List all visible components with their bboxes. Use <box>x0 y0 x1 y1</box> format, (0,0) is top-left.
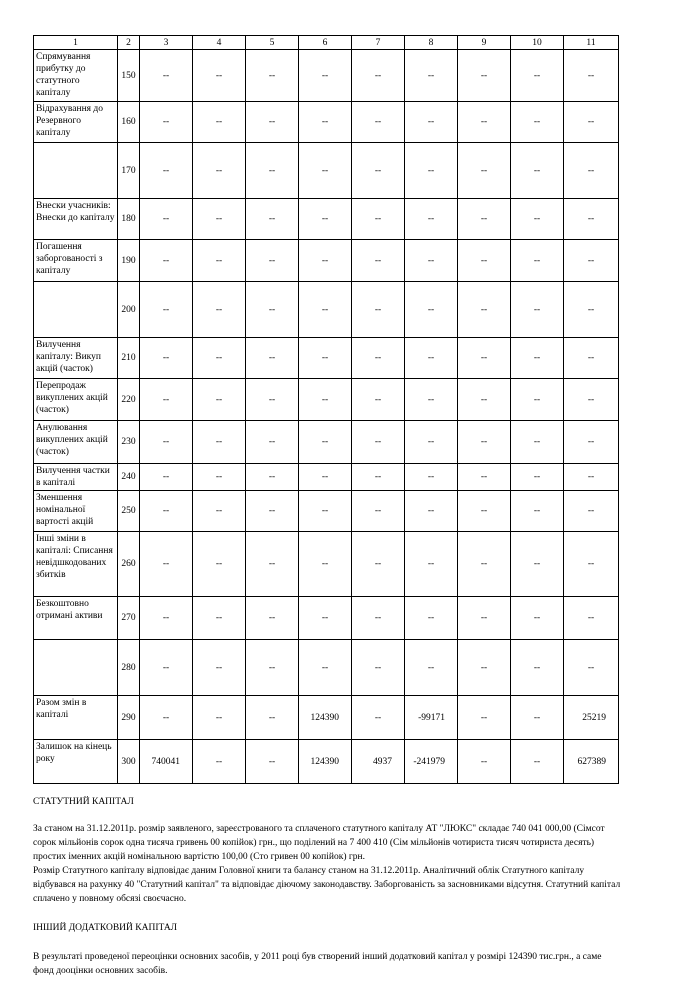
header-cell: 8 <box>405 36 458 50</box>
header-cell: 6 <box>299 36 352 50</box>
value-cell: -- <box>352 338 405 379</box>
value-cell: -- <box>140 640 193 696</box>
table-header-row <box>34 36 619 50</box>
value-cell: -- <box>299 532 352 597</box>
header-cell: 4 <box>193 36 246 50</box>
row-label: Вилучення капіталу: Викуп акцій (часток) <box>34 338 118 379</box>
value-cell: -- <box>458 464 511 491</box>
value-cell: -- <box>246 379 299 421</box>
value-cell: -- <box>458 338 511 379</box>
value-cell: -- <box>352 597 405 640</box>
row-code: 150 <box>118 50 140 102</box>
table-row <box>34 532 619 597</box>
value-cell: -- <box>405 491 458 532</box>
table-row <box>34 740 619 784</box>
row-label: Разом змін в капіталі <box>34 696 118 740</box>
value-cell: -- <box>352 464 405 491</box>
row-label: Безкоштовно отримані активи <box>34 597 118 640</box>
value-cell: -- <box>140 696 193 740</box>
value-cell: -- <box>405 464 458 491</box>
value-cell: -- <box>564 464 619 491</box>
value-cell: 124390 <box>299 740 352 784</box>
table-row <box>34 102 619 143</box>
value-cell: -- <box>246 740 299 784</box>
table-row <box>34 421 619 464</box>
value-cell: -- <box>405 240 458 282</box>
table-row <box>34 696 619 740</box>
value-cell: -- <box>193 640 246 696</box>
header-cell: 1 <box>34 36 118 50</box>
value-cell: -- <box>405 379 458 421</box>
value-cell: -- <box>564 491 619 532</box>
table-row <box>34 379 619 421</box>
value-cell: -- <box>193 421 246 464</box>
value-cell: -- <box>511 597 564 640</box>
row-code: 160 <box>118 102 140 143</box>
value-cell: -- <box>564 143 619 199</box>
value-cell: -- <box>193 491 246 532</box>
value-cell: -- <box>458 282 511 338</box>
table-row <box>34 597 619 640</box>
row-code: 230 <box>118 421 140 464</box>
statutory-capital-heading: СТАТУТНИЙ КАПІТАЛ <box>33 797 134 807</box>
value-cell: -- <box>458 379 511 421</box>
table-row <box>34 50 619 102</box>
value-cell: -- <box>405 50 458 102</box>
value-cell: -- <box>246 50 299 102</box>
value-cell: -- <box>352 102 405 143</box>
value-cell: -- <box>140 282 193 338</box>
row-label <box>34 143 118 199</box>
value-cell: -- <box>140 491 193 532</box>
value-cell: -- <box>511 199 564 240</box>
table-row <box>34 143 619 199</box>
value-cell: -- <box>352 199 405 240</box>
additional-capital-heading: ІНШИЙ ДОДАТКОВИЙ КАПІТАЛ <box>33 923 178 933</box>
value-cell: -- <box>458 50 511 102</box>
value-cell: -- <box>246 532 299 597</box>
row-code: 260 <box>118 532 140 597</box>
value-cell: -- <box>511 491 564 532</box>
value-cell: -- <box>564 240 619 282</box>
row-code: 180 <box>118 199 140 240</box>
value-cell: -- <box>458 491 511 532</box>
value-cell: -- <box>511 696 564 740</box>
row-label <box>34 640 118 696</box>
value-cell: -- <box>246 240 299 282</box>
value-cell: -241979 <box>405 740 458 784</box>
value-cell: -- <box>193 464 246 491</box>
value-cell: -- <box>352 50 405 102</box>
value-cell: -- <box>299 240 352 282</box>
value-cell: -- <box>352 143 405 199</box>
row-code: 190 <box>118 240 140 282</box>
value-cell: -- <box>511 740 564 784</box>
value-cell: -- <box>140 199 193 240</box>
row-label: Спрямування прибутку до статутного капіталу <box>34 50 118 102</box>
header-cell: 7 <box>352 36 405 50</box>
value-cell: -- <box>140 143 193 199</box>
row-code: 220 <box>118 379 140 421</box>
value-cell: -- <box>352 421 405 464</box>
value-cell: -- <box>193 50 246 102</box>
value-cell: -- <box>458 696 511 740</box>
row-code: 270 <box>118 597 140 640</box>
row-label <box>34 282 118 338</box>
additional-capital-paragraph: В результаті проведеної переоцінки основних засобів, у 2011 році був створений інший додатковий капітал у розмірі 124390 тис.грн., а саме фонд дооцінки основних засобів. <box>33 952 602 976</box>
value-cell: -- <box>458 740 511 784</box>
value-cell: -- <box>193 240 246 282</box>
value-cell: -- <box>193 199 246 240</box>
value-cell: -- <box>458 143 511 199</box>
value-cell: -- <box>564 50 619 102</box>
value-cell: -- <box>458 421 511 464</box>
value-cell: -- <box>193 102 246 143</box>
row-code: 210 <box>118 338 140 379</box>
value-cell: -- <box>299 338 352 379</box>
statutory-capital-paragraph-2: Розмір Статутного капіталу відповідає даним Головної книги та балансу станом на 31.12.2011р. Аналітичний облік Статутного капіталу відбувався на рахунку 40 "Статутний капітал" та відповідає діючому законодавству. Заборгованість за засновниками відсутня. Статутний капітал сплачено у повному обсязі своєчасно. <box>33 866 621 904</box>
header-cell: 3 <box>140 36 193 50</box>
value-cell: -- <box>511 532 564 597</box>
value-cell: 4937 <box>352 740 405 784</box>
row-label: Залишок на кінець року <box>34 740 118 784</box>
header-cell: 9 <box>458 36 511 50</box>
value-cell: -- <box>193 532 246 597</box>
value-cell: -- <box>140 379 193 421</box>
value-cell: -- <box>299 282 352 338</box>
row-label: Погашення заборгованості з капіталу <box>34 240 118 282</box>
value-cell: -- <box>246 143 299 199</box>
value-cell: -- <box>405 199 458 240</box>
value-cell: -- <box>193 379 246 421</box>
value-cell: -- <box>511 143 564 199</box>
row-label: Перепродаж викуплених акцій (часток) <box>34 379 118 421</box>
value-cell: 627389 <box>564 740 619 784</box>
value-cell: -- <box>140 50 193 102</box>
table-row <box>34 240 619 282</box>
header-cell: 5 <box>246 36 299 50</box>
row-code: 280 <box>118 640 140 696</box>
value-cell: -- <box>511 379 564 421</box>
value-cell: -- <box>458 102 511 143</box>
value-cell: -- <box>511 640 564 696</box>
header-cell: 11 <box>564 36 619 50</box>
value-cell: -- <box>564 640 619 696</box>
value-cell: -- <box>405 282 458 338</box>
value-cell: -- <box>405 640 458 696</box>
value-cell: -- <box>299 379 352 421</box>
value-cell: -- <box>352 240 405 282</box>
value-cell: -- <box>564 102 619 143</box>
value-cell: -- <box>511 282 564 338</box>
row-code: 300 <box>118 740 140 784</box>
value-cell: -- <box>140 532 193 597</box>
value-cell: -- <box>299 102 352 143</box>
row-label: Зменшення номінальної вартості акцій <box>34 491 118 532</box>
value-cell: -- <box>193 696 246 740</box>
row-label: Інші зміни в капіталі: Списання невідшкодованих збитків <box>34 532 118 597</box>
value-cell: -- <box>564 338 619 379</box>
table-row <box>34 199 619 240</box>
value-cell: -- <box>140 338 193 379</box>
value-cell: -- <box>246 338 299 379</box>
value-cell: -- <box>193 740 246 784</box>
value-cell: -- <box>352 491 405 532</box>
value-cell: -- <box>352 640 405 696</box>
value-cell: -- <box>352 282 405 338</box>
value-cell: -- <box>193 597 246 640</box>
value-cell: -- <box>246 282 299 338</box>
value-cell: -- <box>511 240 564 282</box>
value-cell: -- <box>564 421 619 464</box>
value-cell: -- <box>299 640 352 696</box>
value-cell: -- <box>405 597 458 640</box>
row-code: 250 <box>118 491 140 532</box>
row-label: Анулювання викуплених акцій (часток) <box>34 421 118 464</box>
row-label: Вилучення частки в капіталі <box>34 464 118 491</box>
value-cell: -- <box>352 379 405 421</box>
value-cell: -- <box>458 240 511 282</box>
value-cell: -- <box>246 597 299 640</box>
value-cell: -- <box>458 597 511 640</box>
value-cell: -- <box>511 464 564 491</box>
statutory-capital-paragraph-1: За станом на 31.12.2011р. розмір заявленого, зареєстрованого та сплаченого статутного капіталу АТ "ЛЮКС" складає 740 041 000,00 (Сімсот сорок мільйонів сорок одна тисяча гривень 00 копійок) грн., що поділений на 7 400 410 (Сім мільйонів чотириста тисяч чотириста десять) простих іменних акцій номінальною вартістю 100,00 (Сто гривен 00 копійок) грн. <box>33 824 605 862</box>
value-cell: -- <box>564 379 619 421</box>
value-cell: -- <box>405 532 458 597</box>
row-code: 240 <box>118 464 140 491</box>
value-cell: -- <box>564 597 619 640</box>
table-row <box>34 282 619 338</box>
value-cell: -- <box>458 640 511 696</box>
value-cell: -- <box>140 597 193 640</box>
table-row <box>34 491 619 532</box>
value-cell: -- <box>299 597 352 640</box>
row-code: 290 <box>118 696 140 740</box>
value-cell: -- <box>405 143 458 199</box>
value-cell: -99171 <box>405 696 458 740</box>
value-cell: -- <box>564 282 619 338</box>
value-cell: -- <box>246 696 299 740</box>
value-cell: -- <box>246 199 299 240</box>
table-row <box>34 464 619 491</box>
value-cell: -- <box>564 199 619 240</box>
value-cell: -- <box>299 199 352 240</box>
value-cell: -- <box>511 421 564 464</box>
value-cell: -- <box>352 532 405 597</box>
header-cell: 10 <box>511 36 564 50</box>
row-code: 170 <box>118 143 140 199</box>
value-cell: -- <box>299 421 352 464</box>
header-cell: 2 <box>118 36 140 50</box>
value-cell: -- <box>246 464 299 491</box>
value-cell: -- <box>511 102 564 143</box>
row-label: Внески учасників: Внески до капіталу <box>34 199 118 240</box>
value-cell: -- <box>405 338 458 379</box>
value-cell: -- <box>511 50 564 102</box>
value-cell: -- <box>140 464 193 491</box>
row-label: Відрахування до Резервного капіталу <box>34 102 118 143</box>
capital-changes-table <box>33 35 619 784</box>
value-cell: -- <box>193 282 246 338</box>
value-cell: -- <box>140 240 193 282</box>
value-cell: -- <box>193 143 246 199</box>
value-cell: -- <box>246 491 299 532</box>
table-row <box>34 338 619 379</box>
value-cell: -- <box>299 491 352 532</box>
value-cell: -- <box>246 640 299 696</box>
value-cell: 25219 <box>564 696 619 740</box>
value-cell: -- <box>246 421 299 464</box>
value-cell: -- <box>405 102 458 143</box>
value-cell: -- <box>193 338 246 379</box>
value-cell: -- <box>299 143 352 199</box>
value-cell: -- <box>564 532 619 597</box>
value-cell: 124390 <box>299 696 352 740</box>
value-cell: -- <box>140 421 193 464</box>
value-cell: -- <box>405 421 458 464</box>
value-cell: -- <box>352 696 405 740</box>
value-cell: -- <box>458 199 511 240</box>
value-cell: -- <box>140 102 193 143</box>
table-row <box>34 640 619 696</box>
value-cell: 740041 <box>140 740 193 784</box>
value-cell: -- <box>299 464 352 491</box>
value-cell: -- <box>511 338 564 379</box>
value-cell: -- <box>299 50 352 102</box>
value-cell: -- <box>246 102 299 143</box>
row-code: 200 <box>118 282 140 338</box>
value-cell: -- <box>458 532 511 597</box>
